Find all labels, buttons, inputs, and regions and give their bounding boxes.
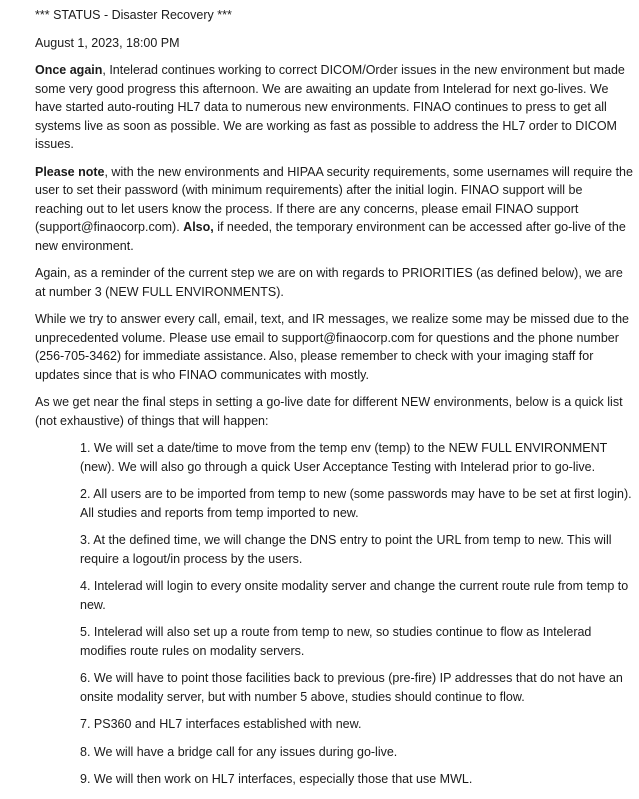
list-item: 1. We will set a date/time to move from the temp env (temp) to the NEW FULL ENVIRONMENT (new). We will also go through a quick User Acceptance Testing with Intelerad prior to go-live. — [80, 441, 608, 474]
list-item: 3. At the defined time, we will change the DNS entry to point the URL from temp to new. This will require a logout/in process by the users. — [80, 533, 612, 566]
document-title: *** STATUS - Disaster Recovery *** — [35, 8, 232, 22]
list-item: 9. We will then work on HL7 interfaces, especially those that use MWL. — [80, 772, 473, 786]
paragraph-contact-info: While we try to answer every call, email, text, and IR messages, we realize some may be missed due to the unprecedented volume. Please use email to support@finaocorp.com for questions and the phone number (256-705-3462) for immediate assistance. Also, please remember to check with your imaging staff for updates since that is who FINAO communicates with mostly. — [35, 312, 629, 382]
list-item: 2. All users are to be imported from temp to new (some passwords may have to be set at first login). All studies and reports from temp imported to new. — [80, 487, 632, 520]
lead-please-note: Please note — [35, 164, 105, 179]
paragraph-password-text: , with the new environments and HIPAA security requirements, some usernames will require the user to set their password (with minimum requirements) after the initial login. FINAO support will be reaching out to let users know the process. If there are any concerns, please email FINAO support (support@finaocorp.com). — [35, 164, 633, 234]
paragraph-priorities-reminder: Again, as a reminder of the current step we are on with regards to PRIORITIES (as defined below), we are at number 3 (NEW FULL ENVIRONMENTS). — [35, 266, 623, 299]
list-item: 7. PS360 and HL7 interfaces established with new. — [80, 717, 362, 731]
paragraph-temp-env-text: if needed, the temporary environment can be accessed after go-live of the new environment. — [35, 220, 626, 253]
paragraph-progress-update — [35, 61, 633, 154]
paragraph-go-live-intro: As we get near the final steps in setting a go-live date for different NEW environments, below is a quick list (not exhaustive) of things that will happen: — [35, 395, 623, 428]
list-item: 5. Intelerad will also set up a route from temp to new, so studies continue to flow as Intelerad modifies route rules on modality servers. — [80, 625, 592, 658]
paragraph-progress-text: , Intelerad continues working to correct DICOM/Order issues in the new environment but made some very good progress this afternoon. We are awaiting an update from Intelerad for next go-lives. We have started auto-routing HL7 data to numerous new environments. FINAO continues to press to get all systems live as soon as possible. We are working as fast as possible to address the HL7 order to DICOM issues. — [35, 63, 625, 151]
go-live-steps-list — [35, 439, 633, 789]
document-date: August 1, 2023, 18:00 PM — [35, 35, 180, 50]
lead-also: Also, — [183, 220, 214, 234]
list-item: 6. We will have to point those facilities back to previous (pre-fire) IP addresses that do not have an onsite modality server, but with number 5 above, studies should continue to flow. — [80, 671, 623, 704]
lead-once-again: Once again — [35, 63, 103, 77]
list-item: 8. We will have a bridge call for any issues during go-live. — [80, 744, 398, 759]
paragraph-password-note — [35, 163, 633, 256]
list-item: 4. Intelerad will login to every onsite modality server and change the current route rule from temp to new. — [80, 579, 629, 612]
